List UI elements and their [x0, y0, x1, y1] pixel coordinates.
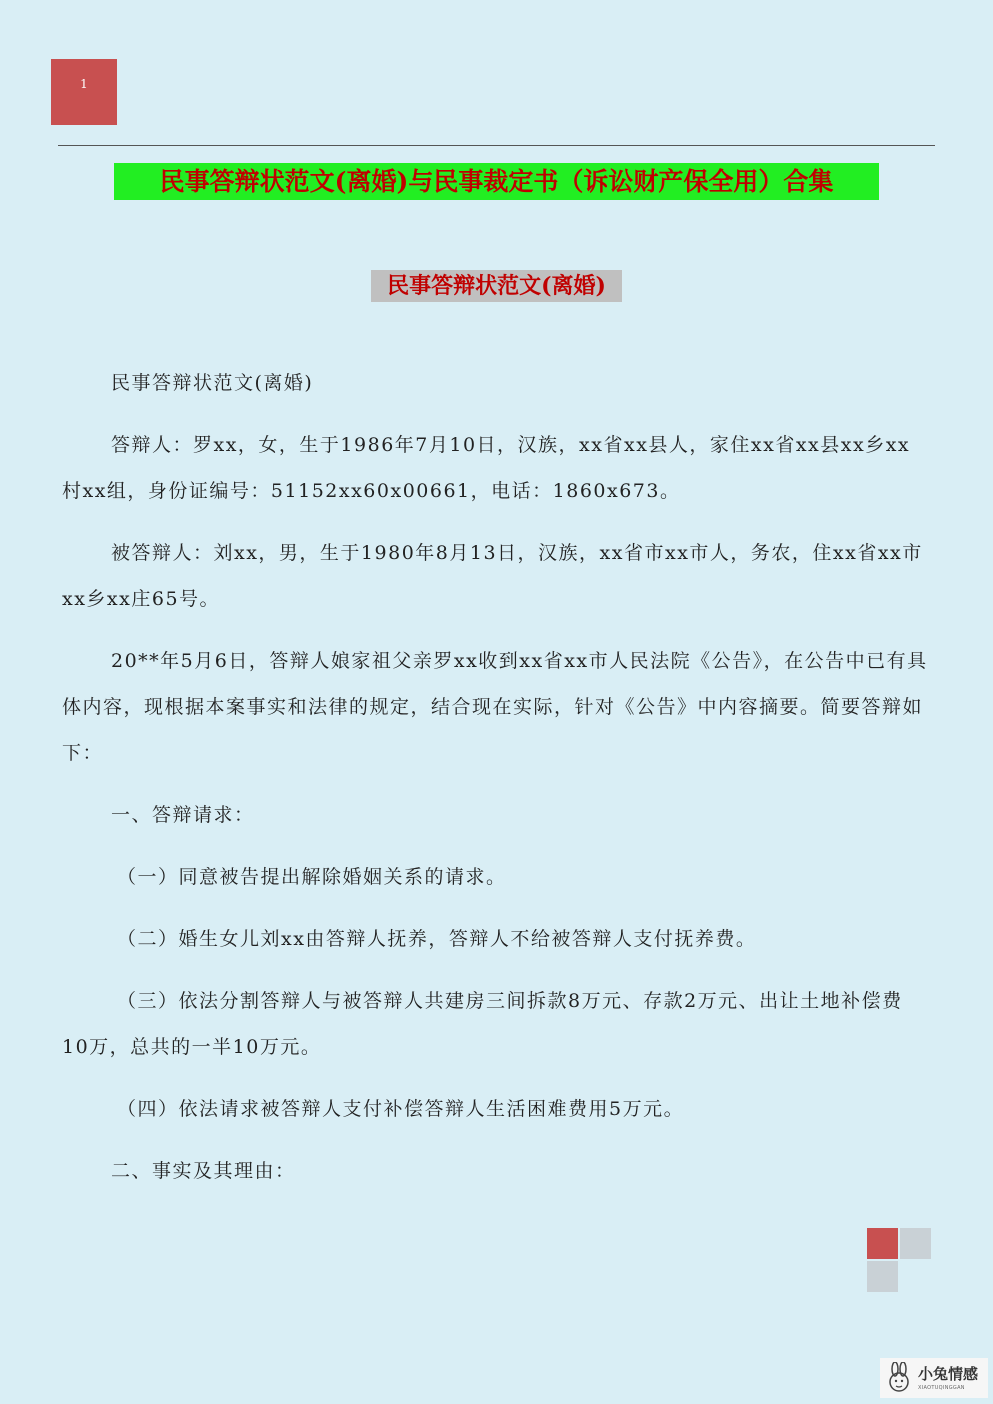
page-number-badge [51, 59, 117, 125]
paragraph-heading: 民事答辩状范文(离婚) [111, 372, 314, 394]
section-title: 民事答辩状范文(离婚) [371, 270, 622, 302]
paragraph-section-two: 二、事实及其理由： [111, 1160, 296, 1182]
paragraph-respondent: 答辩人：罗xx，女，生于1986年7月10日，汉族，xx省xx县人，家住xx省xx县xx乡xx村xx组，身份证编号：51152xx60x00661，电话：1860x673。 [62, 434, 911, 502]
paragraph-item-1: （一）同意被告提出解除婚姻关系的请求。 [117, 866, 507, 888]
deco-square-gray [867, 1261, 898, 1292]
deco-square-red [867, 1228, 898, 1259]
deco-square-gray [900, 1228, 931, 1259]
header-divider [58, 145, 935, 146]
paragraph-background: 20**年5月6日，答辩人娘家祖父亲罗xx收到xx省xx市人民法院《公告》，在公告中已有具体内容，现根据本案事实和法律的规定，结合现在实际，针对《公告》中内容摘要。简要答辩如下： [62, 650, 928, 764]
page-number: 1 [80, 77, 88, 91]
document-title: 民事答辩状范文(离婚)与民事裁定书（诉讼财产保全用）合集 [114, 163, 879, 200]
paragraph-item-3: （三）依法分割答辩人与被答辩人共建房三间拆款8万元、存款2万元、出让土地补偿费10万，总共的一半10万元。 [62, 990, 903, 1058]
paragraph-item-4: （四）依法请求被答辩人支付补偿答辩人生活困难费用5万元。 [117, 1098, 685, 1120]
paragraph-section-one: 一、答辩请求： [111, 804, 255, 826]
document-body [62, 360, 928, 1210]
rabbit-logo-icon [884, 1362, 914, 1394]
paragraph-item-2: （二）婚生女儿刘xx由答辩人抚养，答辩人不给被答辩人支付抚养费。 [117, 928, 757, 950]
decorative-squares [867, 1228, 933, 1294]
paragraph-plaintiff: 被答辩人：刘xx，男，生于1980年8月13日，汉族，xx省市xx市人，务农，住xx省xx市xx乡xx庄65号。 [62, 542, 923, 610]
watermark-pinyin: XIAOTUQINGGAN [918, 1385, 965, 1391]
watermark-name: 小兔情感 [918, 1365, 979, 1383]
site-watermark [880, 1358, 988, 1398]
